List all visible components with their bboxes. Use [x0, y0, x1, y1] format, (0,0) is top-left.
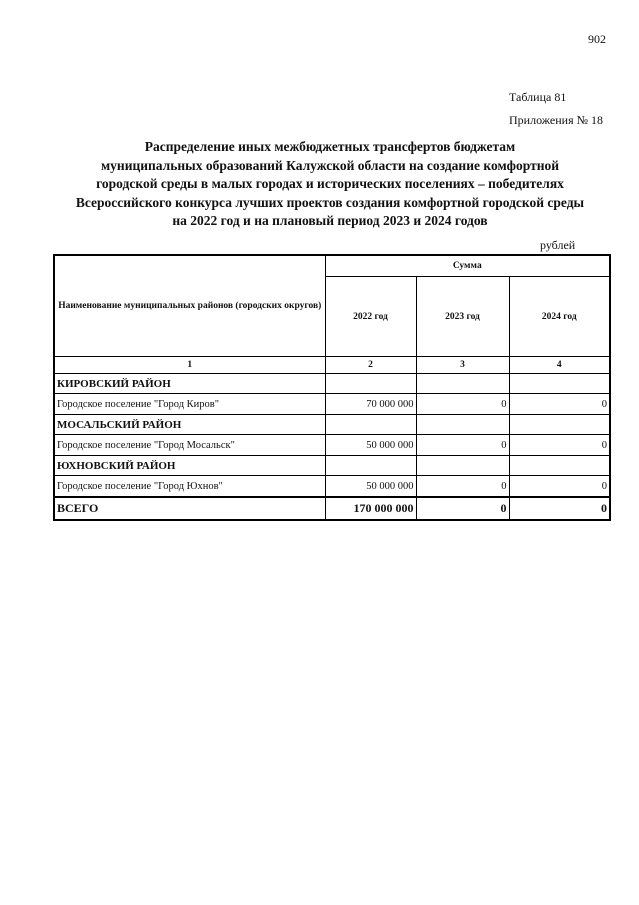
units-label: рублей	[540, 238, 576, 252]
value-2022: 50 000 000	[325, 476, 416, 498]
distribution-table	[53, 254, 611, 521]
value-2023: 0	[416, 476, 509, 498]
column-number: 1	[54, 357, 325, 374]
settlement-row	[54, 394, 610, 415]
column-number: 3	[416, 357, 509, 374]
value-2023: 0	[416, 394, 509, 415]
district-row	[54, 456, 610, 476]
district-name: ЮХНОВСКИЙ РАЙОН	[54, 456, 325, 476]
column-number: 4	[509, 357, 610, 374]
total-2022: 170 000 000	[325, 497, 416, 520]
value-2023: 0	[416, 435, 509, 456]
district-row	[54, 415, 610, 435]
header-sum-cell: Сумма	[325, 255, 610, 277]
district-name: КИРОВСКИЙ РАЙОН	[54, 374, 325, 394]
district-name: МОСАЛЬСКИЙ РАЙОН	[54, 415, 325, 435]
settlement-name: Городское поселение "Город Юхнов"	[54, 476, 325, 498]
total-row	[54, 497, 610, 520]
title-line: на 2022 год и на плановый период 2023 и 2024 годов	[172, 213, 488, 228]
header-name-cell: Наименование муниципальных районов (городских округов)	[54, 255, 325, 357]
value-2022: 50 000 000	[325, 435, 416, 456]
title-line: Всероссийского конкурса лучших проектов создания комфортной городской среды	[75, 194, 585, 210]
settlement-row	[54, 435, 610, 456]
total-2023: 0	[416, 497, 509, 520]
appendix-label: Приложения № 18	[509, 113, 604, 127]
header-year-2024: 2024 год	[509, 277, 610, 357]
settlement-name: Городское поселение "Город Киров"	[54, 394, 325, 415]
title-line: Распределение иных межбюджетных трансфертов бюджетам	[144, 139, 516, 154]
page-number: 902	[588, 32, 606, 46]
total-label: ВСЕГО	[54, 497, 325, 520]
document-title	[40, 138, 620, 231]
title-line: городской среды в малых городах и исторических поселениях – победителях	[96, 176, 564, 191]
total-2024: 0	[509, 497, 610, 520]
header-year-2022: 2022 год	[325, 277, 416, 357]
value-2024: 0	[509, 435, 610, 456]
value-2024: 0	[509, 394, 610, 415]
settlement-row	[54, 476, 610, 498]
value-2022: 70 000 000	[325, 394, 416, 415]
table-label: Таблица 81	[509, 90, 567, 104]
column-number-row	[54, 357, 610, 374]
district-row	[54, 374, 610, 394]
title-line: муниципальных образований Калужской области на создание комфортной	[100, 157, 560, 173]
header-year-2023: 2023 год	[416, 277, 509, 357]
value-2024: 0	[509, 476, 610, 498]
column-number: 2	[325, 357, 416, 374]
settlement-name: Городское поселение "Город Мосальск"	[54, 435, 325, 456]
